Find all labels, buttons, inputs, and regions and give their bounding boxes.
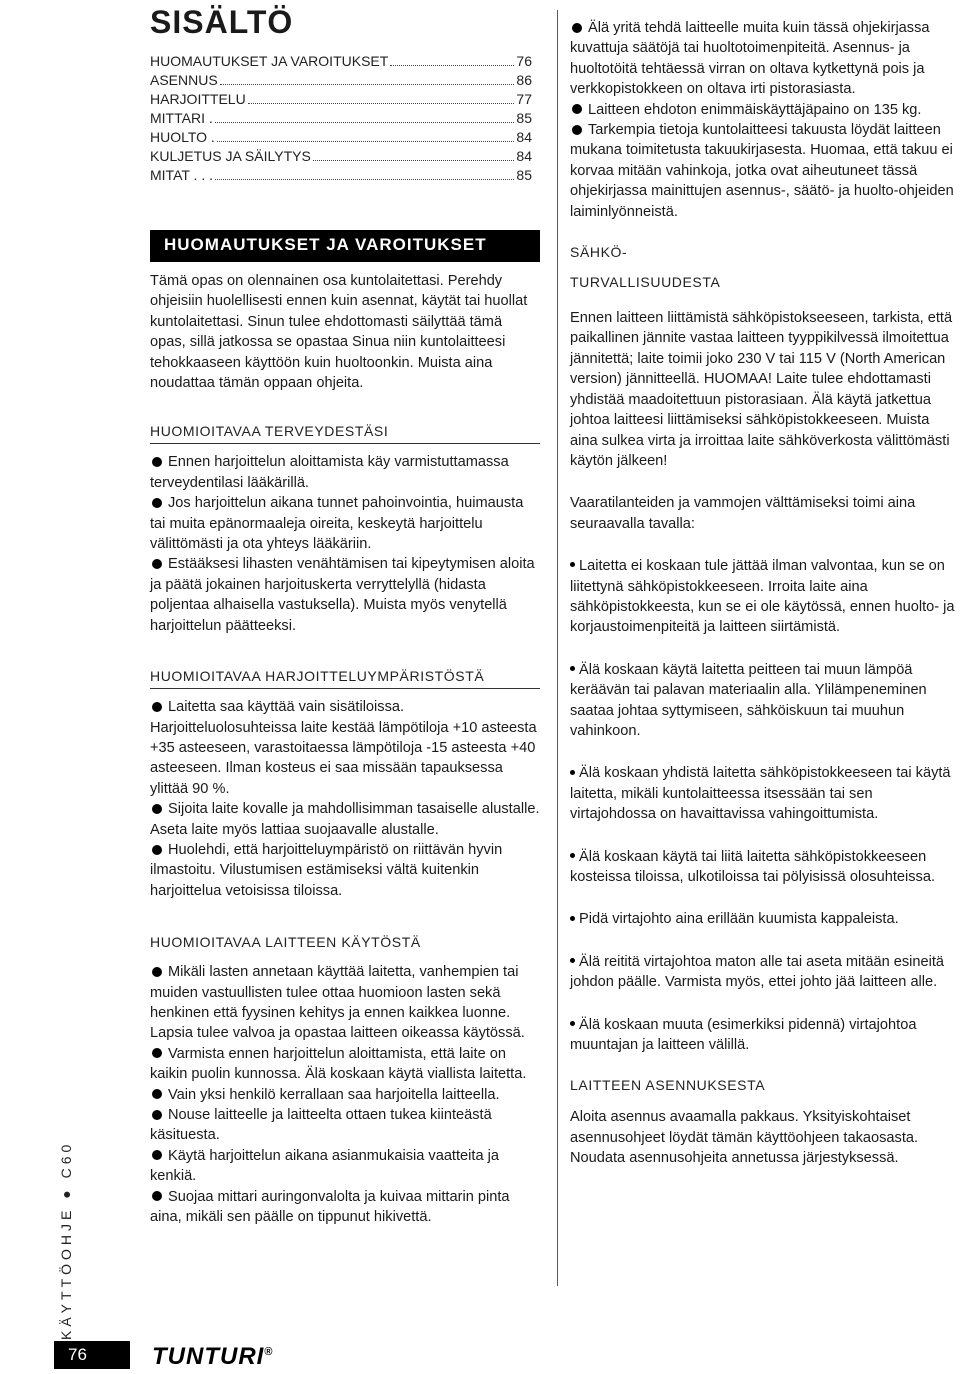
bullet-icon bbox=[570, 666, 575, 671]
list-item bbox=[150, 1105, 540, 1146]
list-item bbox=[150, 554, 540, 636]
toc-entry[interactable] bbox=[150, 71, 532, 90]
list-item bbox=[570, 660, 960, 742]
intro-paragraph: Tämä opas on olennainen osa kuntolaitettasi. Perehdy ohjeisiin huolellisesti ennen kuin asennat, käytät tai huollat kuntolaitettasi. Sinun tulee ehdottomasti säilyttää tämä opas, sillä jatkossa se opastaa Sinua niin kuntolaitteesi tehokkaaseen käyttöön kuin huoltoonkin. Muista aina noudattaa tämän oppaan ohjeita. bbox=[150, 273, 528, 392]
list-item bbox=[150, 1146, 540, 1187]
bullet-icon bbox=[572, 104, 582, 114]
electrical-heading-line2: TURVALLISUUDESTA bbox=[570, 274, 721, 291]
list-item bbox=[150, 697, 540, 799]
bullet-icon bbox=[570, 916, 575, 921]
brand-logo bbox=[152, 1343, 273, 1371]
list-item bbox=[150, 962, 540, 1044]
toc-leader bbox=[390, 52, 514, 66]
bullet-icon bbox=[570, 1021, 575, 1026]
toc-leader bbox=[248, 90, 515, 104]
toc-entry-page: 76 bbox=[516, 53, 532, 69]
registered-mark: ® bbox=[264, 1346, 274, 1358]
electrical-heading-line1: SÄHKÖ- bbox=[570, 244, 628, 261]
bullet-icon bbox=[570, 853, 575, 858]
brand-name: TUNTURI bbox=[152, 1343, 265, 1370]
list-item-text: Älä koskaan käytä tai liitä laitetta sähköpistokkeeseen kosteissa tiloissa, ulkotiloissa tai pölyisissä olosuhteissa. bbox=[570, 848, 936, 885]
bullet-icon bbox=[152, 845, 162, 855]
bullet-icon bbox=[152, 559, 162, 569]
list-item bbox=[150, 1187, 540, 1228]
column-divider bbox=[557, 10, 558, 1286]
list-item-text: Laitteen ehdoton enimmäiskäyttäjäpaino on 135 kg. bbox=[588, 101, 922, 118]
list-item-text: Älä reititä virtajohtoa maton alle tai aseta mitään esineitä johdon päälle. Varmista myös, ettei johto jää laitteen alle. bbox=[570, 953, 945, 991]
toc-entry-label: KULJETUS JA SÄILYTYS bbox=[150, 148, 311, 164]
list-item-text: Älä yritä tehdä laitteelle muita kuin tässä ohjekirjassa kuvattuja säätöjä tai huoltotoimenpiteitä. Asennus- ja huoltotöitä tehtäessä virran on oltava kytkettynä pois ja verkkopistokkeen on oltava irti pistorasiasta. bbox=[570, 20, 930, 98]
list-item-text: Huolehdi, että harjoitteluympäristö on riittävän hyvin ilmastoitu. Vilustumisen estämiseksi vältä kuitenkin harjoittelua vetoisissa tiloissa. bbox=[150, 841, 503, 899]
toc-entry[interactable] bbox=[150, 128, 532, 147]
list-item-text: Älä koskaan käytä laitetta peitteen tai muun lämpöä keräävän tai palavan materiaalin alla. Ylilämpeneminen saataa johtaa syttymiseen, sähköiskuun tai muuhun vahinkoon. bbox=[570, 661, 927, 739]
usage-list bbox=[150, 962, 540, 1227]
toc-entry-page: 85 bbox=[516, 110, 532, 126]
toc-entry[interactable] bbox=[150, 147, 532, 166]
list-item-text: Älä koskaan yhdistä laitetta sähköpistokkeeseen tai käytä laitetta, mikäli kuntolaitteessa itsessään tai sen virtajohdossa on havaittavissa vahingoittumista. bbox=[570, 765, 951, 823]
list-item-text: Tarkempia tietoja kuntolaitteesi takuusta löydät laitteen mukana toimitetusta takuukirjasesta. Huomaa, että takuu ei korvaa mitään vahinkoja, jotka ovat aiheutuneet tässä ohjekirjassa mainittujen asennus-, säätö- ja huolto-ohjeiden laiminlyönneistä. bbox=[570, 122, 954, 220]
list-item-text: Laitetta ei koskaan tule jättää ilman valvontaa, kun se on liitettynä sähköpistokkeeseen. Irroita laite aina sähköpistokkeesta, kun se ei ole käytössä, ennen huolto- ja korjaustoimenpiteitä ja laitteen siirtämistä. bbox=[570, 558, 955, 636]
usage-list-continued bbox=[570, 18, 960, 222]
list-item bbox=[150, 493, 540, 554]
environment-heading: HUOMIOITAVAA HARJOITTELUYMPÄRISTÖSTÄ bbox=[150, 668, 540, 689]
toc-entry-label: HUOLTO . bbox=[150, 129, 215, 145]
bullet-icon bbox=[152, 1191, 162, 1201]
toc-list bbox=[150, 52, 540, 185]
list-item bbox=[150, 840, 540, 901]
installation-heading: LAITTEEN ASENNUKSESTA bbox=[570, 1077, 766, 1094]
list-item-text: Laitetta saa käyttää vain sisätiloissa. Harjoitteluolosuhteissa laite kestää lämpötiloja +10 asteesta +35 asteeseen, varastoitaessa lämpötiloja -15 asteesta +40 asteeseen. Ilman kosteus ei saa missään tapauksessa ylittää 90 %. bbox=[150, 699, 537, 797]
toc-entry-label: HUOMAUTUKSET JA VAROITUKSET bbox=[150, 53, 389, 69]
toc-leader bbox=[220, 71, 515, 85]
toc-entry-label: HARJOITTELU bbox=[150, 91, 246, 107]
list-item bbox=[570, 100, 960, 120]
toc-title: SISÄLTÖ bbox=[150, 4, 294, 40]
toc-entry-page: 77 bbox=[516, 91, 532, 107]
side-label: KÄYTTÖOHJE ● C60 bbox=[58, 1140, 74, 1340]
toc-entry[interactable] bbox=[150, 52, 532, 71]
toc-leader bbox=[215, 166, 514, 180]
list-item bbox=[570, 763, 960, 824]
installation-text: Aloita asennus avaamalla pakkaus. Yksityiskohtaiset asennusohjeet löydät tämän käyttöohjeen takaosasta. Noudata asennusohjeita annetussa järjestyksessä. bbox=[570, 1109, 919, 1167]
bullet-icon bbox=[152, 457, 162, 467]
health-list bbox=[150, 452, 540, 636]
list-item bbox=[570, 847, 960, 888]
electrical-intro: Ennen laitteen liittämistä sähköpistokseeseen, tarkista, että paikallinen jännite vastaa laitteen tyyppikilvessä ilmoitettua jännitettä; laite toimii joko 230 V tai 115 V (North American version) jännitteellä. HUOMAA! Laite tulee ehdottamasti yhdistää maadoitettuun pistorasiaan. Älä käytä jatkettua johtoa laitteesi liittämiseksi sähköpistokkeeseen. Muista aina sulkea virta ja irroittaa laite sähköverkosta välittömästi käytön jälkeen! bbox=[570, 310, 953, 469]
list-item bbox=[570, 18, 960, 100]
bullet-icon bbox=[570, 958, 575, 963]
list-item bbox=[150, 1044, 540, 1085]
section-banner: HUOMAUTUKSET JA VAROITUKSET bbox=[150, 230, 540, 262]
bullet-icon bbox=[152, 1089, 162, 1099]
list-item-text: Varmista ennen harjoittelun aloittamista, että laite on kaikin puolin kunnossa. Älä koskaan käytä viallista laitetta. bbox=[150, 1045, 527, 1083]
toc-entry-page: 84 bbox=[516, 129, 532, 145]
list-item bbox=[150, 1085, 540, 1105]
bullet-icon bbox=[152, 702, 162, 712]
list-item bbox=[570, 1015, 960, 1056]
usage-heading: HUOMIOITAVAA LAITTEEN KÄYTÖSTÄ bbox=[150, 934, 421, 951]
bullet-icon bbox=[570, 770, 575, 775]
toc-leader bbox=[313, 147, 515, 161]
toc-entry-page: 86 bbox=[516, 72, 532, 88]
toc-entry[interactable] bbox=[150, 109, 532, 128]
bullet-icon bbox=[572, 125, 582, 135]
bullet-icon bbox=[152, 498, 162, 508]
health-heading: HUOMIOITAVAA TERVEYDESTÄSI bbox=[150, 423, 540, 444]
list-item-text: Sijoita laite kovalle ja mahdollisimman tasaiselle alustalle. Aseta laite myös lattiaa suojaavalle alustalle. bbox=[150, 801, 540, 838]
list-item bbox=[150, 799, 540, 840]
list-item bbox=[570, 952, 960, 993]
list-item-text: Ennen harjoittelun aloittamista käy varmistuttamassa terveydentilasi lääkärillä. bbox=[150, 454, 509, 491]
bullet-icon bbox=[152, 1048, 162, 1058]
list-item-text: Pidä virtajohto aina erillään kuumista kappaleista. bbox=[579, 911, 899, 928]
list-item-text: Vain yksi henkilö kerrallaan saa harjoitella laitteella. bbox=[168, 1086, 500, 1103]
toc-entry[interactable] bbox=[150, 166, 532, 185]
list-item-text: Estääksesi lihasten venähtämisen tai kipeytymisen aloita ja päätä jokainen harjoituskerta verryttelyllä (hidasta poljentaa alhaisella vastuksella). Muista myös venytellä harjoittelun päätteeksi. bbox=[150, 556, 535, 634]
list-item-text: Jos harjoittelun aikana tunnet pahoinvointia, huimausta tai muita epänormaaleja oireita, keskeytä harjoittelu välittömästi ja ota yhteys lääkäriin. bbox=[150, 495, 524, 553]
toc-entry-label: ASENNUS bbox=[150, 72, 218, 88]
list-item-text: Suojaa mittari auringonvalolta ja kuivaa mittarin pinta aina, mikäli sen päälle on tippunut hikivettä. bbox=[150, 1188, 510, 1226]
bullet-icon bbox=[152, 804, 162, 814]
list-item-text: Älä koskaan muuta (esimerkiksi pidennä) virtajohtoa muuntajan ja laitteen välillä. bbox=[570, 1016, 917, 1054]
list-item-text: Käytä harjoittelun aikana asianmukaisia vaatteita ja kenkiä. bbox=[150, 1147, 499, 1185]
list-item bbox=[570, 556, 960, 638]
toc-entry-page: 84 bbox=[516, 148, 532, 164]
page-number: 76 bbox=[54, 1341, 130, 1369]
toc-entry-label: MITTARI . bbox=[150, 110, 213, 126]
danger-intro: Vaaratilanteiden ja vammojen välttämiseksi toimi aina seuraavalla tavalla: bbox=[570, 495, 916, 532]
toc-leader bbox=[217, 128, 515, 142]
toc-leader bbox=[215, 109, 515, 123]
bullet-icon bbox=[152, 1110, 162, 1120]
list-item bbox=[150, 452, 540, 493]
list-item bbox=[570, 120, 960, 222]
bullet-icon bbox=[570, 562, 575, 567]
toc-entry-page: 85 bbox=[516, 167, 532, 183]
right-column bbox=[570, 18, 960, 1169]
list-item bbox=[570, 909, 960, 929]
toc-entry-label: MITAT . . . bbox=[150, 167, 213, 183]
bullet-icon bbox=[152, 1150, 162, 1160]
bullet-icon bbox=[152, 967, 162, 977]
left-column bbox=[150, 4, 540, 1227]
toc-entry[interactable] bbox=[150, 90, 532, 109]
list-item-text: Mikäli lasten annetaan käyttää laitetta, vanhempien tai muiden vastuullisten tulee ottaa huomioon lasten sekä henkinen että fyysinen kehitys ja ennen kaikkea luonne. Lapsia tulee valvoa ja opastaa laitteen oikeassa käytössä. bbox=[150, 964, 525, 1042]
environment-list bbox=[150, 697, 540, 901]
bullet-icon bbox=[572, 23, 582, 33]
list-item-text: Nouse laitteelle ja laitteelta ottaen tukea kiinteästä käsituesta. bbox=[150, 1107, 492, 1144]
